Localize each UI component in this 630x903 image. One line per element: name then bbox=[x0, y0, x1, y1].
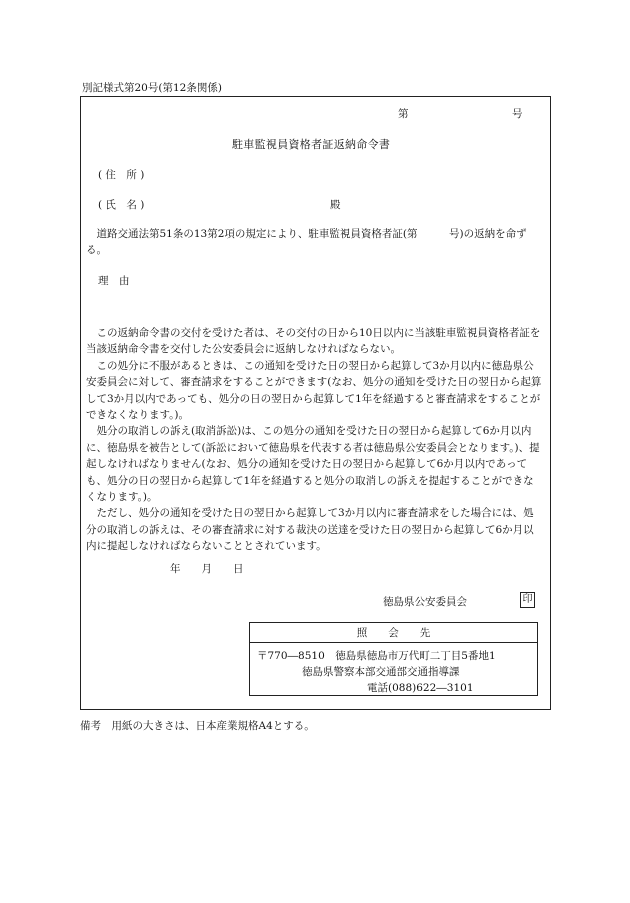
seal-stamp: 印 bbox=[520, 592, 535, 608]
remark-note: 備考 用紙の大きさは、日本産業規格A4とする。 bbox=[80, 720, 315, 732]
document-number-suffix: 号 bbox=[512, 108, 523, 120]
order-text bbox=[86, 226, 542, 259]
reason-label: 理 由 bbox=[98, 275, 130, 287]
contact-phone: 電話(088)622―3101 bbox=[367, 682, 474, 694]
notes-section bbox=[86, 325, 542, 555]
note-paragraph: ただし、処分の通知を受けた日の翌日から起算して3か月以内に審査請求をした場合には、処分の取消しの訴えは、その審査請求に対する裁決の送達を受けた日の翌日から起算して6か月以内に提起しなければならないこととされています。 bbox=[86, 507, 534, 553]
note-paragraph: この処分に不服があるときは、この通知を受けた日の翌日から起算して3か月以内に徳島県公安委員会に対して、審査請求をすることができます(なお、処分の通知を受けた日の翌日から起算して3か月以内であっても、処分の日の翌日から起算して1年を経過すると審査請求をすることができなくなります。)。 bbox=[86, 359, 542, 422]
order-text-body: 道路交通法第51条の13第2項の規定により、駐車監視員資格者証(第 号)の返納を命ずる。 bbox=[86, 228, 527, 257]
form-number-label: 別記様式第20号(第12条関係) bbox=[82, 82, 222, 94]
contact-header: 照 会 先 bbox=[250, 623, 537, 643]
document-title: 駐車監視員資格者証返納命令書 bbox=[232, 138, 391, 151]
issuer-name: 徳島県公安委員会 bbox=[383, 596, 467, 608]
contact-box bbox=[249, 622, 538, 696]
contact-department: 徳島県警察本部交通部交通指導課 bbox=[302, 666, 460, 678]
name-label: ( 氏 名 ) bbox=[98, 199, 145, 211]
address-label: ( 住 所 ) bbox=[98, 169, 145, 181]
document-number-prefix: 第 bbox=[398, 108, 409, 120]
note-paragraph: この返納命令書の交付を受けた者は、その交付の日から10日以内に当該駐車監視員資格者証を当該返納命令書を交付した公安委員会に返納しなければならない。 bbox=[86, 327, 541, 356]
contact-address: 〒770―8510 徳島県徳島市万代町二丁目5番地1 bbox=[257, 650, 496, 662]
honorific-label: 殿 bbox=[330, 199, 341, 211]
note-paragraph: 処分の取消しの訴え(取消訴訟)は、この処分の通知を受けた日の翌日から起算して6か月以内に、徳島県を被告として(訴訟において徳島県を代表する者は徳島県公安委員会となります。)、提起しなければなりません(なお、処分の通知を受けた日の翌日から起算して6か月以内であっても、処分の日の翌日から起算して1年を経過すると処分の取消しの訴えを提起することができなくなります。)。 bbox=[86, 425, 540, 504]
date-line: 年 月 日 bbox=[170, 563, 244, 575]
